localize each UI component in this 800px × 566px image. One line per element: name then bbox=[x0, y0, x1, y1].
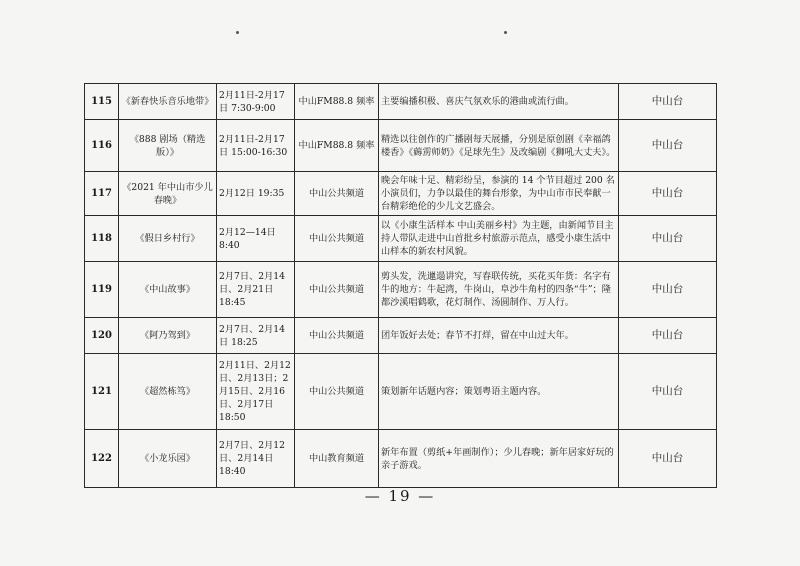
program-schedule-table bbox=[84, 83, 717, 488]
broadcast-time: 2月12日 19:35 bbox=[217, 172, 295, 216]
page-number: — 19 — bbox=[364, 487, 436, 505]
channel: 中山FM88.8 频率 bbox=[295, 120, 379, 172]
broadcast-time: 2月11日-2月17日 7:30-9:00 bbox=[217, 84, 295, 120]
row-number: 120 bbox=[85, 318, 119, 354]
row-number: 121 bbox=[85, 354, 119, 430]
table-row bbox=[85, 216, 717, 262]
table-row bbox=[85, 318, 717, 354]
broadcast-time: 2月12—14日 8:40 bbox=[217, 216, 295, 262]
broadcaster: 中山台 bbox=[619, 318, 717, 354]
program-description: 策划新年话题内容；策划粤语主题内容。 bbox=[379, 354, 619, 430]
broadcaster: 中山台 bbox=[619, 262, 717, 318]
row-number: 119 bbox=[85, 262, 119, 318]
broadcaster: 中山台 bbox=[619, 172, 717, 216]
program-name: 《超然栋笃》 bbox=[119, 354, 217, 430]
row-number: 116 bbox=[85, 120, 119, 172]
broadcaster: 中山台 bbox=[619, 354, 717, 430]
broadcaster: 中山台 bbox=[619, 120, 717, 172]
broadcast-time: 2月11日、2月12日、2月13日；2月15日、2月16日、2月17日 18:50 bbox=[217, 354, 295, 430]
row-number: 118 bbox=[85, 216, 119, 262]
program-name: 《888 剧场（精选版）》 bbox=[119, 120, 217, 172]
program-description: 晚会年味十足、精彩纷呈，参演的 14 个节目超过 200 名小演员们，力争以最佳的舞台形象，为中山市市民奉献一台精彩绝伦的少儿文艺盛会。 bbox=[379, 172, 619, 216]
channel: 中山教育频道 bbox=[295, 430, 379, 488]
program-description: 新年布置（剪纸+年画制作）；少儿春晚；新年居家好玩的亲子游戏。 bbox=[379, 430, 619, 488]
scan-mark bbox=[504, 31, 507, 34]
broadcast-time: 2月7日、2月14日 18:25 bbox=[217, 318, 295, 354]
row-number: 117 bbox=[85, 172, 119, 216]
program-description: 剪头发，洗邋遢讲究，写春联传统，买花买年货：名字有牛的地方：牛起湾，牛岗山，阜沙牛角村的四条“牛”；隆都沙溪唱鹤歌，花灯制作、汤圆制作、万人行。 bbox=[379, 262, 619, 318]
channel: 中山公共频道 bbox=[295, 318, 379, 354]
channel: 中山FM88.8 频率 bbox=[295, 84, 379, 120]
broadcaster: 中山台 bbox=[619, 84, 717, 120]
channel: 中山公共频道 bbox=[295, 172, 379, 216]
channel: 中山公共频道 bbox=[295, 354, 379, 430]
row-number: 115 bbox=[85, 84, 119, 120]
broadcast-time: 2月7日、2月12日、2月14日 18:40 bbox=[217, 430, 295, 488]
row-number: 122 bbox=[85, 430, 119, 488]
broadcaster: 中山台 bbox=[619, 430, 717, 488]
program-description: 以《小康生活样本 中山美丽乡村》为主题，由新闻节目主持人带队走进中山首批乡村旅游示范点，感受小康生活中山样本的新农村风貌。 bbox=[379, 216, 619, 262]
program-name: 《新春快乐音乐地带》 bbox=[119, 84, 217, 120]
table-row bbox=[85, 172, 717, 216]
program-name: 《假日乡村行》 bbox=[119, 216, 217, 262]
broadcast-time: 2月11日-2月17日 15:00-16:30 bbox=[217, 120, 295, 172]
table-row bbox=[85, 120, 717, 172]
table-row bbox=[85, 262, 717, 318]
channel: 中山公共频道 bbox=[295, 216, 379, 262]
scan-mark bbox=[236, 31, 239, 34]
broadcast-time: 2月7日、2月14日、2月21日 18:45 bbox=[217, 262, 295, 318]
broadcaster: 中山台 bbox=[619, 216, 717, 262]
table-row bbox=[85, 84, 717, 120]
program-name: 《阿乃驾到》 bbox=[119, 318, 217, 354]
table-row bbox=[85, 430, 717, 488]
program-description: 精选以往创作的广播剧每天展播，分别是原创剧《幸福鸽楼香》《薅雳师奶》《足球先生》及改编剧《狮吼大丈夫》。 bbox=[379, 120, 619, 172]
program-name: 《2021 年中山市少儿春晚》 bbox=[119, 172, 217, 216]
table-row bbox=[85, 354, 717, 430]
program-name: 《中山故事》 bbox=[119, 262, 217, 318]
channel: 中山公共频道 bbox=[295, 262, 379, 318]
program-description: 主要编播积极、喜庆气氛欢乐的港曲或流行曲。 bbox=[379, 84, 619, 120]
program-name: 《小龙乐园》 bbox=[119, 430, 217, 488]
program-description: 团年饭好去处；春节不打烊，留在中山过大年。 bbox=[379, 318, 619, 354]
